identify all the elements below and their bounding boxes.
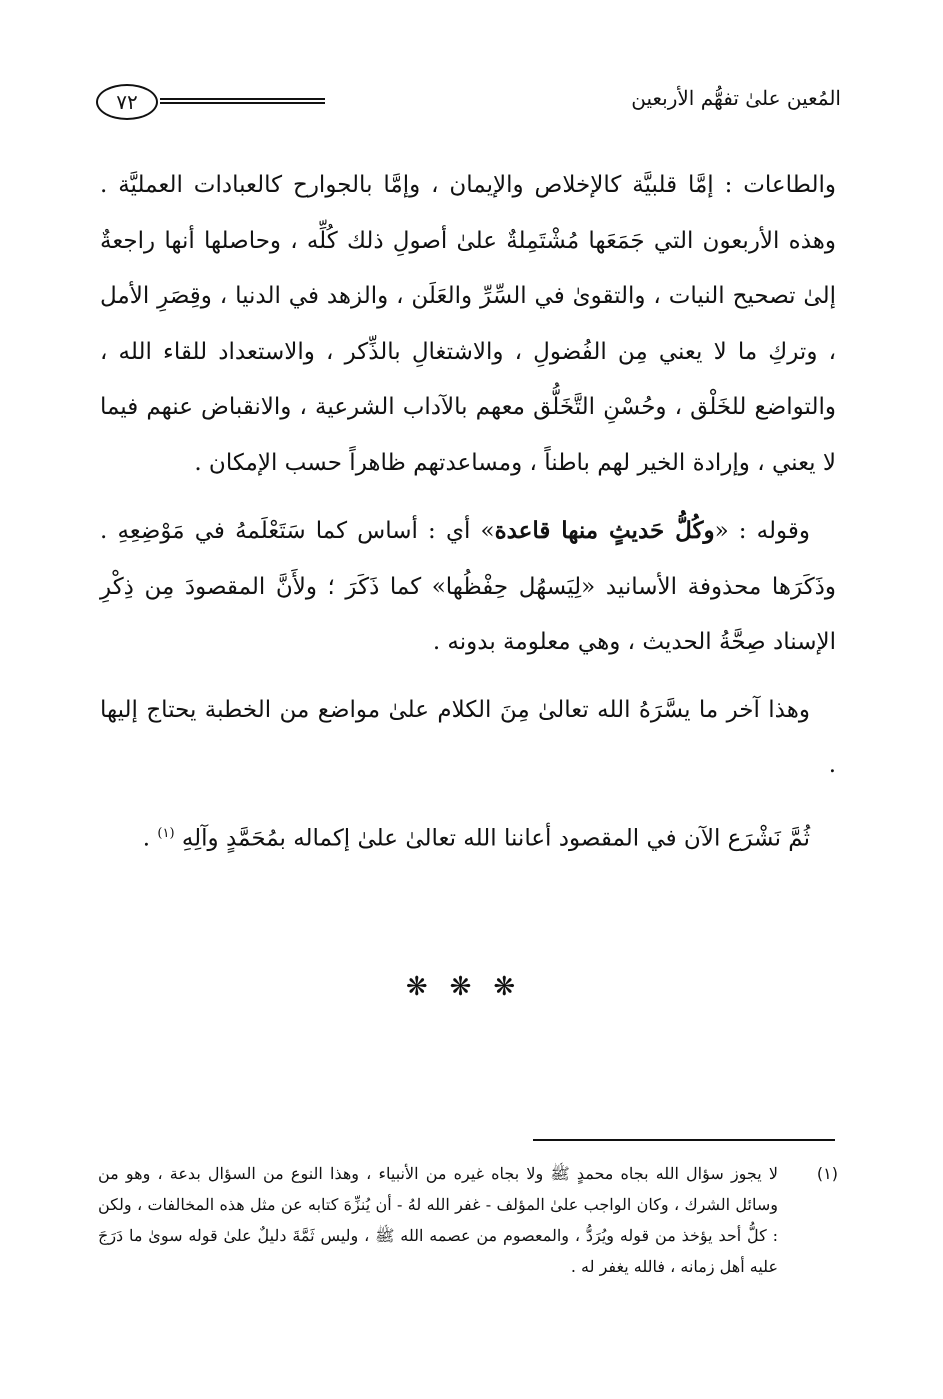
footnote-marker[interactable]: (١) xyxy=(157,825,175,841)
paragraph-2 xyxy=(100,503,836,671)
quoted-phrase: وكُلُّ حَديثٍ منها قاعدة xyxy=(494,517,715,544)
footnote xyxy=(98,1158,838,1282)
footnote-rule xyxy=(533,1139,835,1141)
paragraph-3: وهذا آخر ما يسَّرَهُ الله تعالىٰ مِنَ الكلام علىٰ مواضع من الخطبة يحتاج إليها . xyxy=(100,696,836,778)
footnote-number: (١) xyxy=(816,1164,838,1183)
paragraph-1: والطاعات : إمَّا قلبيَّة كالإخلاص والإيمان ، وإمَّا بالجوارح كالعبادات العمليَّة . وهذه الأربعون التي جَمَعَها مُشْتَمِلةٌ علىٰ أصولِ ذلك كُلِّه ، وحاصلها أنها راجعةٌ إلىٰ تصحيح النيات ، والتقوىٰ في السِّرِّ والعَلَن ، والزهد في الدنيا ، وقِصَرِ الأمل ، وتركِ ما لا يعني مِن الفُضولِ ، والاشتغالِ بالذِّكر ، والاستعداد للقاء الله ، والتواضع للخَلْق ، وحُسْنِ التَّخَلُّق معهم بالآداب الشرعية ، والانقباض عنهم فيما لا يعني ، وإرادة الخير لهم باطناً ، ومساعدتهم ظاهراً حسب الإمكان . xyxy=(100,172,836,476)
header-rule xyxy=(160,98,325,104)
section-separator: ❋❋❋ xyxy=(405,972,538,1002)
paragraph-2-lead: وقوله : « xyxy=(714,518,810,544)
paragraph-4 xyxy=(100,806,836,867)
paragraph-4-end: . xyxy=(142,825,158,852)
body-text xyxy=(100,158,836,867)
paragraph-4-text: ثُمَّ نَشْرَع الآن في المقصود أعاننا الله تعالىٰ علىٰ إكماله بمُحَمَّدٍ وآلِهِ xyxy=(181,825,810,852)
page-number: ٧٢ xyxy=(96,84,158,120)
paragraph-2-rest: » أي : أساس كما سَتَعْلَمهُ في مَوْضِعِهِ . وذَكَرَها محذوفة الأسانيد «لِيَسهُل حِفْظُها» كما ذَكَرَ ؛ ولأَنَّ المقصودَ مِن ذِكْرِ الإسناد صِحَّةُ الحديث ، وهي معلومة بدونه . xyxy=(100,518,836,655)
running-title: المُعين علىٰ تفهُّم الأربعين xyxy=(631,86,841,110)
footnote-text: لا يجوز سؤال الله بجاه محمدٍ ﷺ ولا بجاه غيره من الأنبياء ، وهذا النوع من السؤال بدعة ، وهو من وسائل الشرك ، وكان الواجب علىٰ المؤلف - غفر الله لهُ - أن يُنزِّهَ كتابه عن مثل هذه المخالفات ، ولكن : كلُّ أحد يؤخذ من قوله ويُرَدُّ ، والمعصوم من عصمه الله ﷺ ، وليس ثَمَّةَ دليلٌ علىٰ قوله سوىٰ ما دَرَجَ عليه أهل زمانه ، فالله يغفر له . xyxy=(98,1164,778,1276)
page-header xyxy=(96,78,841,128)
